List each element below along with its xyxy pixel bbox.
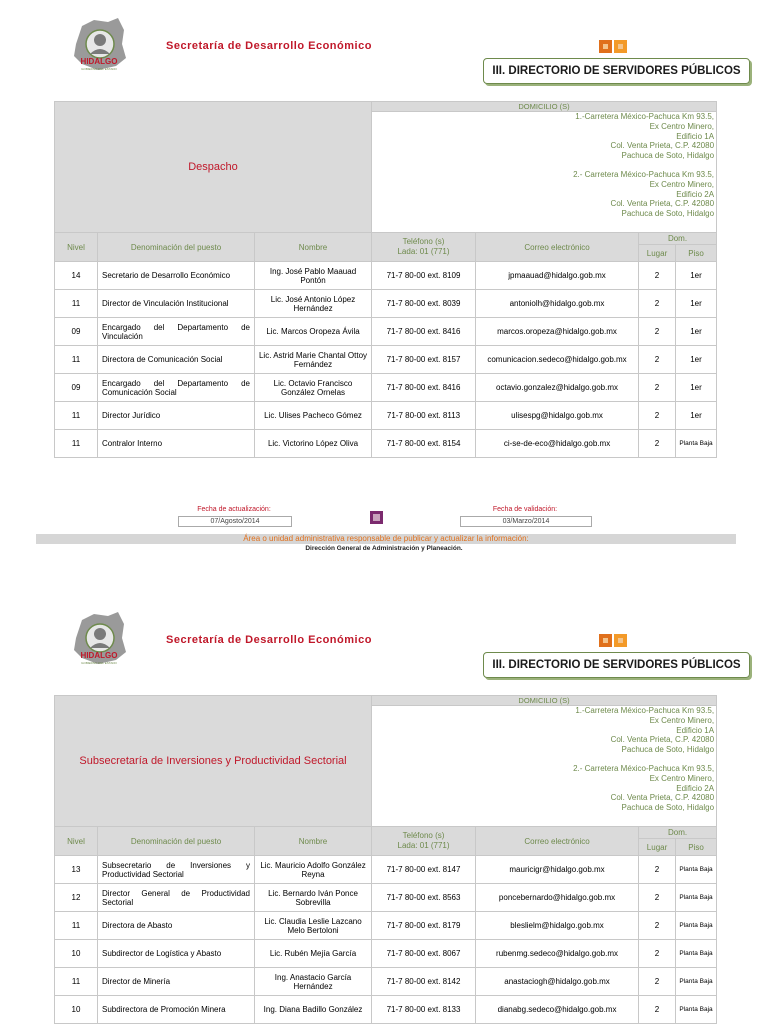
cell-nombre: Lic. Victorino López Oliva xyxy=(255,430,372,458)
table-row xyxy=(55,374,717,402)
cell-piso: Planta Baja xyxy=(676,430,717,458)
fecha-actualizacion-value: 07/Agosto/2014 xyxy=(178,516,292,527)
cell-lugar: 2 xyxy=(639,940,676,968)
cell-puesto: Subdirectora de Promoción Minera xyxy=(98,996,255,1024)
cell-puesto: Director General de Productividad Sectorial xyxy=(98,884,255,912)
domicilio-label: DOMICILIO (S) xyxy=(372,696,717,706)
cell-nombre: Lic. Ulises Pacheco Gómez xyxy=(255,402,372,430)
cell-lugar: 2 xyxy=(639,884,676,912)
directory-table xyxy=(54,695,717,1024)
cell-puesto: Encargado del Departamento de Comunicación Social xyxy=(98,374,255,402)
col-nivel: Nivel xyxy=(55,233,98,262)
svg-text:GOBIERNO DEL ESTADO: GOBIERNO DEL ESTADO xyxy=(81,67,117,71)
col-correo: Correo electrónico xyxy=(476,827,639,856)
cell-piso: Planta Baja xyxy=(676,884,717,912)
secretaria-title: Secretaría de Desarrollo Económico xyxy=(166,634,372,646)
decorative-squares-icon xyxy=(599,40,629,58)
hidalgo-logo xyxy=(68,14,130,76)
table-row xyxy=(55,290,717,318)
cell-telefono: 71-7 80-00 ext. 8039 xyxy=(372,290,476,318)
cell-piso: 1er xyxy=(676,374,717,402)
cell-telefono: 71-7 80-00 ext. 8157 xyxy=(372,346,476,374)
cell-nivel: 14 xyxy=(55,262,98,290)
cell-telefono: 71-7 80-00 ext. 8416 xyxy=(372,374,476,402)
col-correo: Correo electrónico xyxy=(476,233,639,262)
cell-nivel: 13 xyxy=(55,856,98,884)
cell-correo: poncebernardo@hidalgo.gob.mx xyxy=(476,884,639,912)
cell-telefono: 71-7 80-00 ext. 8142 xyxy=(372,968,476,996)
cell-nombre: Lic. Bernardo Iván Ponce Sobrevilla xyxy=(255,884,372,912)
cell-lugar: 2 xyxy=(639,912,676,940)
cell-telefono: 71-7 80-00 ext. 8109 xyxy=(372,262,476,290)
cell-lugar: 2 xyxy=(639,968,676,996)
fecha-validacion-label: Fecha de validación: xyxy=(492,506,558,513)
svg-text:HIDALGO: HIDALGO xyxy=(80,651,118,660)
area-responsable-label: Área o unidad administrativa responsable de publicar y actualizar la información: xyxy=(36,534,736,544)
cell-correo: ci-se-de-eco@hidalgo.gob.mx xyxy=(476,430,639,458)
domicilio-address: 1.-Carretera México-Pachuca Km 93.5, Ex Centro Minero, Edificio 1A Col. Venta Prieta, C.P. 42080 Pachuca de Soto, Hidalgo 2.- Carretera México-Pachuca Km 93.5, Ex Centro Minero, Edificio 2A Col. Venta Prieta, C.P. 42080 Pachuca de Soto, Hidalgo xyxy=(372,706,717,827)
col-denominacion: Denominación del puesto xyxy=(98,233,255,262)
cell-piso: Planta Baja xyxy=(676,940,717,968)
cell-piso: Planta Baja xyxy=(676,968,717,996)
cell-correo: bleslielm@hidalgo.gob.mx xyxy=(476,912,639,940)
cell-lugar: 2 xyxy=(639,318,676,346)
cell-puesto: Encargado del Departamento de Vinculación xyxy=(98,318,255,346)
cell-telefono: 71-7 80-00 ext. 8133 xyxy=(372,996,476,1024)
cell-piso: Planta Baja xyxy=(676,912,717,940)
cell-nombre: Lic. Octavio Francisco González Ornelas xyxy=(255,374,372,402)
cell-puesto: Contralor Interno xyxy=(98,430,255,458)
col-dom: Dom. xyxy=(639,233,717,245)
cell-nivel: 10 xyxy=(55,940,98,968)
domicilio-label: DOMICILIO (S) xyxy=(372,102,717,112)
cell-lugar: 2 xyxy=(639,430,676,458)
cell-piso: 1er xyxy=(676,318,717,346)
cell-lugar: 2 xyxy=(639,996,676,1024)
cell-nivel: 11 xyxy=(55,402,98,430)
hidalgo-logo xyxy=(68,608,130,670)
table-row xyxy=(55,884,717,912)
cell-telefono: 71-7 80-00 ext. 8147 xyxy=(372,856,476,884)
col-denominacion: Denominación del puesto xyxy=(98,827,255,856)
cell-nombre: Ing. Diana Badillo González xyxy=(255,996,372,1024)
cell-piso: 1er xyxy=(676,262,717,290)
area-responsable-value: Dirección General de Administración y Planeación. xyxy=(305,545,463,552)
unit-name: Despacho xyxy=(55,102,372,233)
cell-nivel: 12 xyxy=(55,884,98,912)
table-row xyxy=(55,402,717,430)
cell-lugar: 2 xyxy=(639,290,676,318)
decorative-squares-icon xyxy=(599,634,629,652)
cell-correo: mauricigr@hidalgo.gob.mx xyxy=(476,856,639,884)
table-row xyxy=(55,262,717,290)
col-telefono: Teléfono (s) Lada: 01 (771) xyxy=(372,233,476,262)
cell-puesto: Director Jurídico xyxy=(98,402,255,430)
cell-lugar: 2 xyxy=(639,402,676,430)
fecha-actualizacion-label: Fecha de actualización: xyxy=(197,506,271,513)
cell-nivel: 10 xyxy=(55,996,98,1024)
cell-nombre: Ing. José Pablo Maauad Pontón xyxy=(255,262,372,290)
col-telefono: Teléfono (s) Lada: 01 (771) xyxy=(372,827,476,856)
table-row xyxy=(55,318,717,346)
cell-lugar: 2 xyxy=(639,856,676,884)
cell-telefono: 71-7 80-00 ext. 8563 xyxy=(372,884,476,912)
cell-nivel: 09 xyxy=(55,318,98,346)
cell-nombre: Ing. Anastacio García Hernández xyxy=(255,968,372,996)
cell-correo: antoniolh@hidalgo.gob.mx xyxy=(476,290,639,318)
cell-puesto: Director de Vinculación Institucional xyxy=(98,290,255,318)
col-lugar: Lugar xyxy=(639,839,676,856)
cell-nombre: Lic. Marcos Oropeza Ávila xyxy=(255,318,372,346)
cell-piso: 1er xyxy=(676,290,717,318)
col-nombre: Nombre xyxy=(255,233,372,262)
cell-lugar: 2 xyxy=(639,262,676,290)
col-lugar: Lugar xyxy=(639,245,676,262)
cell-nombre: Lic. Mauricio Adolfo González Reyna xyxy=(255,856,372,884)
directory-table xyxy=(54,101,717,458)
unit-name: Subsecretaría de Inversiones y Productividad Sectorial xyxy=(55,696,372,827)
table-row xyxy=(55,430,717,458)
cell-puesto: Director de Minería xyxy=(98,968,255,996)
cell-puesto: Subsecretario de Inversiones y Productividad Sectorial xyxy=(98,856,255,884)
stamp-icon xyxy=(370,511,383,524)
cell-correo: dianabg.sedeco@hidalgo.gob.mx xyxy=(476,996,639,1024)
fecha-validacion-value: 03/Marzo/2014 xyxy=(460,516,592,527)
table-row xyxy=(55,912,717,940)
table-row xyxy=(55,940,717,968)
table-row xyxy=(55,346,717,374)
cell-nivel: 11 xyxy=(55,968,98,996)
cell-nombre: Lic. Astrid Marie Chantal Ottoy Fernández xyxy=(255,346,372,374)
col-dom: Dom. xyxy=(639,827,717,839)
cell-nivel: 11 xyxy=(55,290,98,318)
cell-correo: jpmaauad@hidalgo.gob.mx xyxy=(476,262,639,290)
cell-puesto: Secretario de Desarrollo Económico xyxy=(98,262,255,290)
cell-puesto: Directora de Comunicación Social xyxy=(98,346,255,374)
secretaria-title: Secretaría de Desarrollo Económico xyxy=(166,40,372,52)
col-piso: Piso xyxy=(676,839,717,856)
table-row xyxy=(55,968,717,996)
cell-nombre: Lic. Claudia Leslie Lazcano Melo Bertoloni xyxy=(255,912,372,940)
cell-piso: 1er xyxy=(676,346,717,374)
cell-lugar: 2 xyxy=(639,374,676,402)
cell-correo: anastaciogh@hidalgo.gob.mx xyxy=(476,968,639,996)
cell-piso: 1er xyxy=(676,402,717,430)
col-nombre: Nombre xyxy=(255,827,372,856)
cell-telefono: 71-7 80-00 ext. 8416 xyxy=(372,318,476,346)
table-row xyxy=(55,996,717,1024)
svg-text:HIDALGO: HIDALGO xyxy=(80,57,118,66)
cell-correo: marcos.oropeza@hidalgo.gob.mx xyxy=(476,318,639,346)
cell-telefono: 71-7 80-00 ext. 8179 xyxy=(372,912,476,940)
table-row xyxy=(55,856,717,884)
cell-nivel: 11 xyxy=(55,430,98,458)
cell-correo: rubenmg.sedeco@hidalgo.gob.mx xyxy=(476,940,639,968)
cell-nombre: Lic. Rubén Mejía García xyxy=(255,940,372,968)
col-nivel: Nivel xyxy=(55,827,98,856)
cell-piso: Planta Baja xyxy=(676,996,717,1024)
cell-nivel: 11 xyxy=(55,346,98,374)
cell-correo: octavio.gonzalez@hidalgo.gob.mx xyxy=(476,374,639,402)
svg-text:GOBIERNO DEL ESTADO: GOBIERNO DEL ESTADO xyxy=(81,661,117,665)
cell-nivel: 11 xyxy=(55,912,98,940)
cell-nombre: Lic. José Antonio López Hernández xyxy=(255,290,372,318)
cell-correo: comunicacion.sedeco@hidalgo.gob.mx xyxy=(476,346,639,374)
cell-piso: Planta Baja xyxy=(676,856,717,884)
cell-telefono: 71-7 80-00 ext. 8067 xyxy=(372,940,476,968)
col-piso: Piso xyxy=(676,245,717,262)
cell-telefono: 71-7 80-00 ext. 8154 xyxy=(372,430,476,458)
directory-title: III. DIRECTORIO DE SERVIDORES PÚBLICOS xyxy=(483,58,750,84)
cell-telefono: 71-7 80-00 ext. 8113 xyxy=(372,402,476,430)
cell-lugar: 2 xyxy=(639,346,676,374)
cell-puesto: Directora de Abasto xyxy=(98,912,255,940)
cell-nivel: 09 xyxy=(55,374,98,402)
domicilio-address: 1.-Carretera México-Pachuca Km 93.5, Ex Centro Minero, Edificio 1A Col. Venta Prieta, C.P. 42080 Pachuca de Soto, Hidalgo 2.- Carretera México-Pachuca Km 93.5, Ex Centro Minero, Edificio 2A Col. Venta Prieta, C.P. 42080 Pachuca de Soto, Hidalgo xyxy=(372,112,717,233)
cell-puesto: Subdirector de Logística y Abasto xyxy=(98,940,255,968)
cell-correo: ulisespg@hidalgo.gob.mx xyxy=(476,402,639,430)
directory-title: III. DIRECTORIO DE SERVIDORES PÚBLICOS xyxy=(483,652,750,678)
